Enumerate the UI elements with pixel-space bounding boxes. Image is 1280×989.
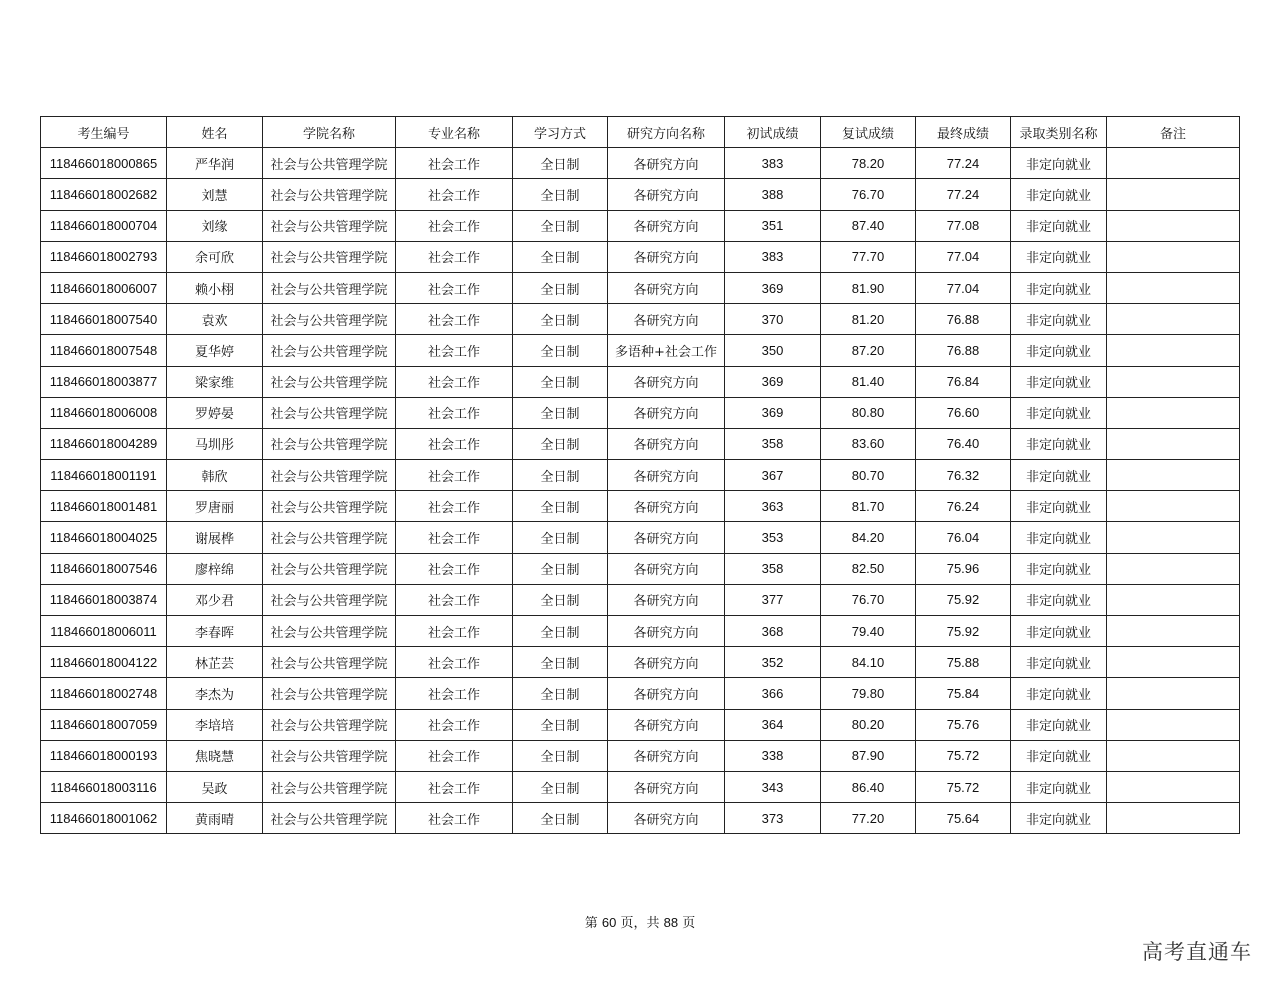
cell-retest-score: 84.20 [821, 522, 916, 553]
cell-retest-score: 76.70 [821, 584, 916, 615]
cell-college: 社会与公共管理学院 [263, 272, 396, 303]
cell-name: 李春晖 [167, 616, 263, 647]
cell-study-mode: 全日制 [513, 460, 608, 491]
cell-research-direction: 各研究方向 [608, 553, 725, 584]
cell-study-mode: 全日制 [513, 304, 608, 335]
cell-name: 廖梓绵 [167, 553, 263, 584]
cell-preliminary-score: 369 [725, 397, 821, 428]
cell-study-mode: 全日制 [513, 428, 608, 459]
cell-retest-score: 79.40 [821, 616, 916, 647]
header-final-score: 最终成绩 [916, 117, 1011, 148]
cell-candidate-id: 118466018003116 [41, 771, 167, 802]
cell-study-mode: 全日制 [513, 616, 608, 647]
cell-final-score: 77.08 [916, 210, 1011, 241]
cell-candidate-id: 118466018006011 [41, 616, 167, 647]
cell-retest-score: 83.60 [821, 428, 916, 459]
cell-college: 社会与公共管理学院 [263, 616, 396, 647]
cell-final-score: 75.96 [916, 553, 1011, 584]
table-row [41, 740, 1240, 771]
cell-remarks [1107, 553, 1240, 584]
cell-remarks [1107, 491, 1240, 522]
cell-name: 严华润 [167, 148, 263, 179]
cell-retest-score: 87.40 [821, 210, 916, 241]
cell-study-mode: 全日制 [513, 491, 608, 522]
cell-admission-category: 非定向就业 [1011, 241, 1107, 272]
cell-research-direction: 各研究方向 [608, 241, 725, 272]
cell-admission-category: 非定向就业 [1011, 553, 1107, 584]
cell-name: 梁家维 [167, 366, 263, 397]
cell-final-score: 77.04 [916, 241, 1011, 272]
cell-study-mode: 全日制 [513, 241, 608, 272]
cell-remarks [1107, 241, 1240, 272]
cell-study-mode: 全日制 [513, 179, 608, 210]
cell-research-direction: 多语种+社会工作 [608, 335, 725, 366]
cell-college: 社会与公共管理学院 [263, 803, 396, 834]
admission-list-sheet [40, 116, 1240, 834]
cell-remarks [1107, 335, 1240, 366]
footer-total-pages: 88 [663, 915, 679, 930]
table-row [41, 428, 1240, 459]
cell-preliminary-score: 367 [725, 460, 821, 491]
cell-retest-score: 81.70 [821, 491, 916, 522]
cell-candidate-id: 118466018003874 [41, 584, 167, 615]
page-footer [0, 912, 1280, 931]
cell-candidate-id: 118466018007548 [41, 335, 167, 366]
cell-remarks [1107, 616, 1240, 647]
table-row [41, 616, 1240, 647]
cell-admission-category: 非定向就业 [1011, 491, 1107, 522]
cell-final-score: 76.60 [916, 397, 1011, 428]
cell-retest-score: 77.20 [821, 803, 916, 834]
cell-retest-score: 79.80 [821, 678, 916, 709]
header-name: 姓名 [167, 117, 263, 148]
cell-major: 社会工作 [396, 647, 513, 678]
cell-remarks [1107, 366, 1240, 397]
cell-major: 社会工作 [396, 148, 513, 179]
cell-college: 社会与公共管理学院 [263, 210, 396, 241]
cell-major: 社会工作 [396, 522, 513, 553]
cell-college: 社会与公共管理学院 [263, 771, 396, 802]
cell-study-mode: 全日制 [513, 335, 608, 366]
table-row [41, 647, 1240, 678]
cell-name: 林芷芸 [167, 647, 263, 678]
cell-research-direction: 各研究方向 [608, 491, 725, 522]
cell-candidate-id: 118466018000193 [41, 740, 167, 771]
cell-candidate-id: 118466018006007 [41, 272, 167, 303]
cell-final-score: 76.88 [916, 304, 1011, 335]
cell-research-direction: 各研究方向 [608, 148, 725, 179]
header-candidate-id: 考生编号 [41, 117, 167, 148]
cell-preliminary-score: 364 [725, 709, 821, 740]
cell-study-mode: 全日制 [513, 210, 608, 241]
cell-research-direction: 各研究方向 [608, 616, 725, 647]
cell-retest-score: 76.70 [821, 179, 916, 210]
cell-retest-score: 78.20 [821, 148, 916, 179]
cell-major: 社会工作 [396, 428, 513, 459]
cell-candidate-id: 118466018000865 [41, 148, 167, 179]
cell-name: 谢展桦 [167, 522, 263, 553]
cell-admission-category: 非定向就业 [1011, 616, 1107, 647]
cell-remarks [1107, 803, 1240, 834]
header-preliminary-score: 初试成绩 [725, 117, 821, 148]
cell-final-score: 75.84 [916, 678, 1011, 709]
cell-admission-category: 非定向就业 [1011, 584, 1107, 615]
table-row [41, 678, 1240, 709]
cell-study-mode: 全日制 [513, 678, 608, 709]
cell-final-score: 75.76 [916, 709, 1011, 740]
cell-name: 袁欢 [167, 304, 263, 335]
cell-final-score: 75.72 [916, 771, 1011, 802]
cell-major: 社会工作 [396, 304, 513, 335]
cell-admission-category: 非定向就业 [1011, 803, 1107, 834]
cell-remarks [1107, 522, 1240, 553]
cell-retest-score: 87.90 [821, 740, 916, 771]
cell-study-mode: 全日制 [513, 771, 608, 802]
cell-research-direction: 各研究方向 [608, 272, 725, 303]
cell-admission-category: 非定向就业 [1011, 335, 1107, 366]
cell-final-score: 75.92 [916, 616, 1011, 647]
cell-name: 刘缘 [167, 210, 263, 241]
cell-name: 李培培 [167, 709, 263, 740]
cell-final-score: 75.92 [916, 584, 1011, 615]
cell-candidate-id: 118466018000704 [41, 210, 167, 241]
cell-retest-score: 81.20 [821, 304, 916, 335]
cell-college: 社会与公共管理学院 [263, 553, 396, 584]
cell-college: 社会与公共管理学院 [263, 335, 396, 366]
table-row [41, 148, 1240, 179]
cell-study-mode: 全日制 [513, 148, 608, 179]
cell-preliminary-score: 363 [725, 491, 821, 522]
cell-retest-score: 87.20 [821, 335, 916, 366]
watermark-text: 高考直通车 [1142, 940, 1252, 964]
cell-preliminary-score: 370 [725, 304, 821, 335]
header-retest-score: 复试成绩 [821, 117, 916, 148]
cell-research-direction: 各研究方向 [608, 771, 725, 802]
cell-preliminary-score: 352 [725, 647, 821, 678]
cell-final-score: 75.72 [916, 740, 1011, 771]
cell-remarks [1107, 647, 1240, 678]
cell-remarks [1107, 428, 1240, 459]
cell-preliminary-score: 338 [725, 740, 821, 771]
cell-candidate-id: 118466018006008 [41, 397, 167, 428]
cell-remarks [1107, 460, 1240, 491]
cell-admission-category: 非定向就业 [1011, 740, 1107, 771]
footer-suffix: 页 [682, 916, 696, 931]
cell-candidate-id: 118466018003877 [41, 366, 167, 397]
cell-preliminary-score: 351 [725, 210, 821, 241]
cell-retest-score: 80.70 [821, 460, 916, 491]
cell-major: 社会工作 [396, 397, 513, 428]
cell-major: 社会工作 [396, 491, 513, 522]
cell-major: 社会工作 [396, 366, 513, 397]
cell-candidate-id: 118466018002748 [41, 678, 167, 709]
cell-major: 社会工作 [396, 179, 513, 210]
table-row [41, 179, 1240, 210]
cell-major: 社会工作 [396, 241, 513, 272]
table-header-row [41, 117, 1240, 148]
cell-college: 社会与公共管理学院 [263, 148, 396, 179]
header-college: 学院名称 [263, 117, 396, 148]
cell-major: 社会工作 [396, 678, 513, 709]
cell-study-mode: 全日制 [513, 522, 608, 553]
cell-preliminary-score: 358 [725, 553, 821, 584]
cell-study-mode: 全日制 [513, 366, 608, 397]
cell-study-mode: 全日制 [513, 553, 608, 584]
cell-candidate-id: 118466018004122 [41, 647, 167, 678]
cell-name: 焦晓慧 [167, 740, 263, 771]
cell-college: 社会与公共管理学院 [263, 491, 396, 522]
cell-admission-category: 非定向就业 [1011, 678, 1107, 709]
cell-major: 社会工作 [396, 553, 513, 584]
cell-research-direction: 各研究方向 [608, 647, 725, 678]
table-row [41, 491, 1240, 522]
cell-college: 社会与公共管理学院 [263, 740, 396, 771]
cell-remarks [1107, 397, 1240, 428]
cell-preliminary-score: 350 [725, 335, 821, 366]
cell-admission-category: 非定向就业 [1011, 179, 1107, 210]
cell-research-direction: 各研究方向 [608, 709, 725, 740]
cell-admission-category: 非定向就业 [1011, 304, 1107, 335]
cell-candidate-id: 118466018002793 [41, 241, 167, 272]
cell-final-score: 75.88 [916, 647, 1011, 678]
cell-research-direction: 各研究方向 [608, 584, 725, 615]
cell-research-direction: 各研究方向 [608, 304, 725, 335]
cell-candidate-id: 118466018001191 [41, 460, 167, 491]
cell-remarks [1107, 709, 1240, 740]
cell-remarks [1107, 678, 1240, 709]
cell-major: 社会工作 [396, 740, 513, 771]
cell-research-direction: 各研究方向 [608, 522, 725, 553]
cell-name: 黄雨晴 [167, 803, 263, 834]
cell-preliminary-score: 343 [725, 771, 821, 802]
cell-study-mode: 全日制 [513, 584, 608, 615]
table-row [41, 241, 1240, 272]
cell-admission-category: 非定向就业 [1011, 397, 1107, 428]
cell-admission-category: 非定向就业 [1011, 460, 1107, 491]
cell-remarks [1107, 771, 1240, 802]
cell-retest-score: 77.70 [821, 241, 916, 272]
cell-candidate-id: 118466018002682 [41, 179, 167, 210]
cell-name: 罗婷晏 [167, 397, 263, 428]
footer-prefix: 第 [584, 916, 598, 931]
cell-final-score: 76.32 [916, 460, 1011, 491]
header-major: 专业名称 [396, 117, 513, 148]
cell-name: 李杰为 [167, 678, 263, 709]
cell-candidate-id: 118466018001481 [41, 491, 167, 522]
cell-name: 韩欣 [167, 460, 263, 491]
table-row [41, 584, 1240, 615]
cell-retest-score: 80.80 [821, 397, 916, 428]
cell-preliminary-score: 383 [725, 148, 821, 179]
cell-admission-category: 非定向就业 [1011, 647, 1107, 678]
cell-major: 社会工作 [396, 709, 513, 740]
cell-admission-category: 非定向就业 [1011, 366, 1107, 397]
cell-preliminary-score: 368 [725, 616, 821, 647]
cell-major: 社会工作 [396, 460, 513, 491]
cell-final-score: 77.24 [916, 148, 1011, 179]
cell-college: 社会与公共管理学院 [263, 428, 396, 459]
cell-college: 社会与公共管理学院 [263, 709, 396, 740]
table-row [41, 709, 1240, 740]
cell-final-score: 76.40 [916, 428, 1011, 459]
cell-name: 邓少君 [167, 584, 263, 615]
footer-page-number: 60 [601, 915, 617, 930]
cell-final-score: 76.04 [916, 522, 1011, 553]
cell-major: 社会工作 [396, 803, 513, 834]
cell-name: 吴政 [167, 771, 263, 802]
cell-research-direction: 各研究方向 [608, 460, 725, 491]
cell-admission-category: 非定向就业 [1011, 272, 1107, 303]
cell-remarks [1107, 584, 1240, 615]
cell-remarks [1107, 272, 1240, 303]
cell-admission-category: 非定向就业 [1011, 709, 1107, 740]
header-admission-category: 录取类别名称 [1011, 117, 1107, 148]
admission-table [40, 116, 1240, 834]
cell-final-score: 76.88 [916, 335, 1011, 366]
table-row [41, 397, 1240, 428]
cell-final-score: 75.64 [916, 803, 1011, 834]
cell-retest-score: 86.40 [821, 771, 916, 802]
cell-study-mode: 全日制 [513, 803, 608, 834]
cell-research-direction: 各研究方向 [608, 803, 725, 834]
cell-major: 社会工作 [396, 616, 513, 647]
cell-major: 社会工作 [396, 272, 513, 303]
cell-college: 社会与公共管理学院 [263, 241, 396, 272]
table-row [41, 304, 1240, 335]
table-row [41, 803, 1240, 834]
cell-college: 社会与公共管理学院 [263, 304, 396, 335]
cell-preliminary-score: 383 [725, 241, 821, 272]
header-study-mode: 学习方式 [513, 117, 608, 148]
cell-preliminary-score: 377 [725, 584, 821, 615]
table-row [41, 771, 1240, 802]
cell-research-direction: 各研究方向 [608, 740, 725, 771]
cell-college: 社会与公共管理学院 [263, 397, 396, 428]
cell-name: 罗唐丽 [167, 491, 263, 522]
cell-college: 社会与公共管理学院 [263, 179, 396, 210]
cell-study-mode: 全日制 [513, 709, 608, 740]
cell-major: 社会工作 [396, 771, 513, 802]
cell-name: 余可欣 [167, 241, 263, 272]
cell-remarks [1107, 210, 1240, 241]
cell-name: 赖小栩 [167, 272, 263, 303]
cell-research-direction: 各研究方向 [608, 179, 725, 210]
footer-middle: 页，共 [620, 916, 660, 931]
cell-admission-category: 非定向就业 [1011, 148, 1107, 179]
cell-candidate-id: 118466018001062 [41, 803, 167, 834]
cell-major: 社会工作 [396, 335, 513, 366]
cell-remarks [1107, 304, 1240, 335]
cell-final-score: 76.24 [916, 491, 1011, 522]
cell-research-direction: 各研究方向 [608, 210, 725, 241]
cell-college: 社会与公共管理学院 [263, 460, 396, 491]
cell-retest-score: 82.50 [821, 553, 916, 584]
cell-candidate-id: 118466018007540 [41, 304, 167, 335]
table-body [41, 148, 1240, 834]
cell-preliminary-score: 353 [725, 522, 821, 553]
cell-remarks [1107, 148, 1240, 179]
cell-preliminary-score: 366 [725, 678, 821, 709]
cell-retest-score: 81.90 [821, 272, 916, 303]
cell-retest-score: 80.20 [821, 709, 916, 740]
cell-name: 马圳彤 [167, 428, 263, 459]
cell-major: 社会工作 [396, 584, 513, 615]
cell-admission-category: 非定向就业 [1011, 210, 1107, 241]
cell-preliminary-score: 373 [725, 803, 821, 834]
cell-preliminary-score: 358 [725, 428, 821, 459]
cell-final-score: 76.84 [916, 366, 1011, 397]
cell-preliminary-score: 388 [725, 179, 821, 210]
cell-study-mode: 全日制 [513, 647, 608, 678]
table-row [41, 366, 1240, 397]
cell-major: 社会工作 [396, 210, 513, 241]
cell-college: 社会与公共管理学院 [263, 366, 396, 397]
table-row [41, 272, 1240, 303]
cell-preliminary-score: 369 [725, 366, 821, 397]
table-row [41, 210, 1240, 241]
cell-college: 社会与公共管理学院 [263, 647, 396, 678]
cell-retest-score: 84.10 [821, 647, 916, 678]
cell-remarks [1107, 179, 1240, 210]
cell-remarks [1107, 740, 1240, 771]
header-remarks: 备注 [1107, 117, 1240, 148]
cell-college: 社会与公共管理学院 [263, 522, 396, 553]
cell-admission-category: 非定向就业 [1011, 522, 1107, 553]
cell-retest-score: 81.40 [821, 366, 916, 397]
table-row [41, 553, 1240, 584]
cell-candidate-id: 118466018007546 [41, 553, 167, 584]
cell-research-direction: 各研究方向 [608, 397, 725, 428]
cell-research-direction: 各研究方向 [608, 366, 725, 397]
header-research-direction: 研究方向名称 [608, 117, 725, 148]
cell-candidate-id: 118466018004025 [41, 522, 167, 553]
cell-research-direction: 各研究方向 [608, 678, 725, 709]
cell-final-score: 77.24 [916, 179, 1011, 210]
cell-college: 社会与公共管理学院 [263, 584, 396, 615]
cell-name: 夏华婷 [167, 335, 263, 366]
cell-study-mode: 全日制 [513, 272, 608, 303]
table-row [41, 522, 1240, 553]
cell-admission-category: 非定向就业 [1011, 771, 1107, 802]
cell-admission-category: 非定向就业 [1011, 428, 1107, 459]
table-row [41, 460, 1240, 491]
cell-college: 社会与公共管理学院 [263, 678, 396, 709]
cell-research-direction: 各研究方向 [608, 428, 725, 459]
cell-preliminary-score: 369 [725, 272, 821, 303]
cell-name: 刘慧 [167, 179, 263, 210]
cell-final-score: 77.04 [916, 272, 1011, 303]
cell-candidate-id: 118466018007059 [41, 709, 167, 740]
table-row [41, 335, 1240, 366]
cell-study-mode: 全日制 [513, 740, 608, 771]
cell-study-mode: 全日制 [513, 397, 608, 428]
cell-candidate-id: 118466018004289 [41, 428, 167, 459]
